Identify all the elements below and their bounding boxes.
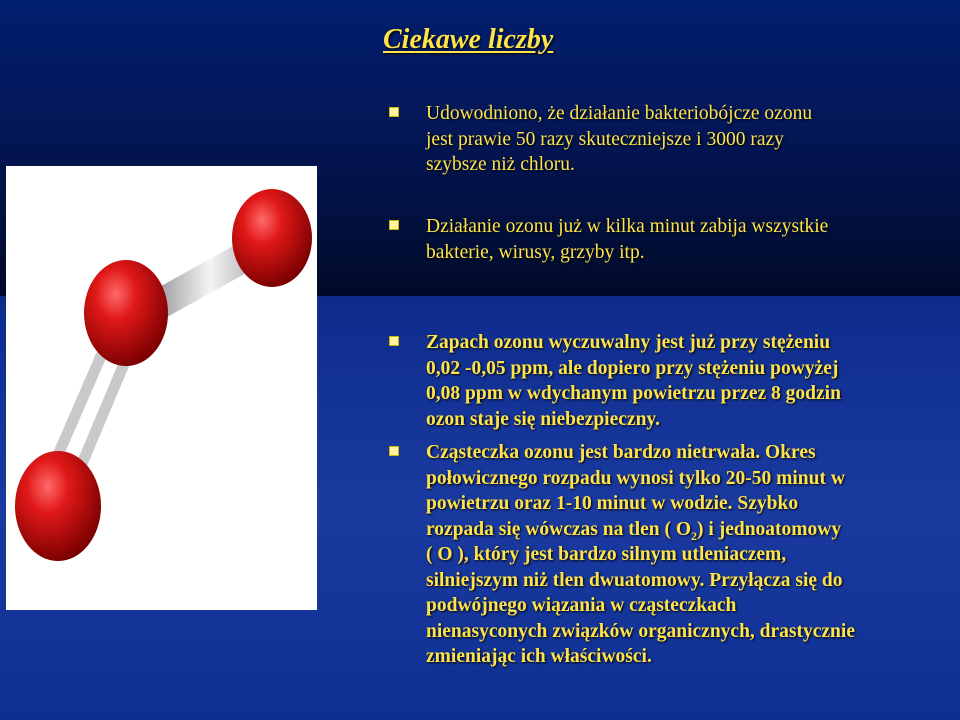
bullet-marker: [389, 336, 399, 346]
bullet-text-1: Udowodniono, że działanie bakteriobójcze ozonu jest prawie 50 razy skuteczniejsze i 3000 razy szybsze niż chloru.: [426, 103, 813, 175]
ozone-molecule-illustration: [6, 166, 317, 610]
double-bond-b: [76, 364, 124, 478]
bullet-marker: [389, 107, 399, 117]
bullet-text-2: Działanie ozonu już w kilka minut zabija wszystkie bakterie, wirusy, grzyby itp.: [426, 216, 829, 263]
ozone-molecule-image: [6, 166, 317, 610]
bullet-text-4: Cząsteczka ozonu jest bardzo nietrwała. Okres połowicznego rozpadu wynosi tylko 20-50 minut w powietrzu oraz 1-10 minut w wodzie. Szybko rozpada się wówczas na tlen ( $O_2$) i jednoatomowy ( O ), który jest bardzo silnym utleniaczem, silniejszym niż tlen dwuatomowy. Przyłącza się do podwójnego wiązania w cząsteczkach nienasyconych związków organicznych, drastycznie zmieniając ich właściwości.: [426, 442, 855, 667]
oxygen-atom-bottom: [15, 451, 101, 561]
oxygen-atom-middle: [84, 260, 168, 366]
slide-title: Ciekawe liczby: [383, 24, 554, 55]
bullet-marker: [389, 446, 399, 456]
bullet-marker: [389, 220, 399, 230]
bullet-text-3: Zapach ozonu wyczuwalny jest już przy stężeniu 0,02 -0,05 ppm, ale dopiero przy stężeniu powyżej 0,08 ppm w wdychanym powietrzu przez 8 godzin ozon staje się niebezpieczny.: [426, 332, 841, 430]
oxygen-atom-top: [232, 189, 312, 287]
